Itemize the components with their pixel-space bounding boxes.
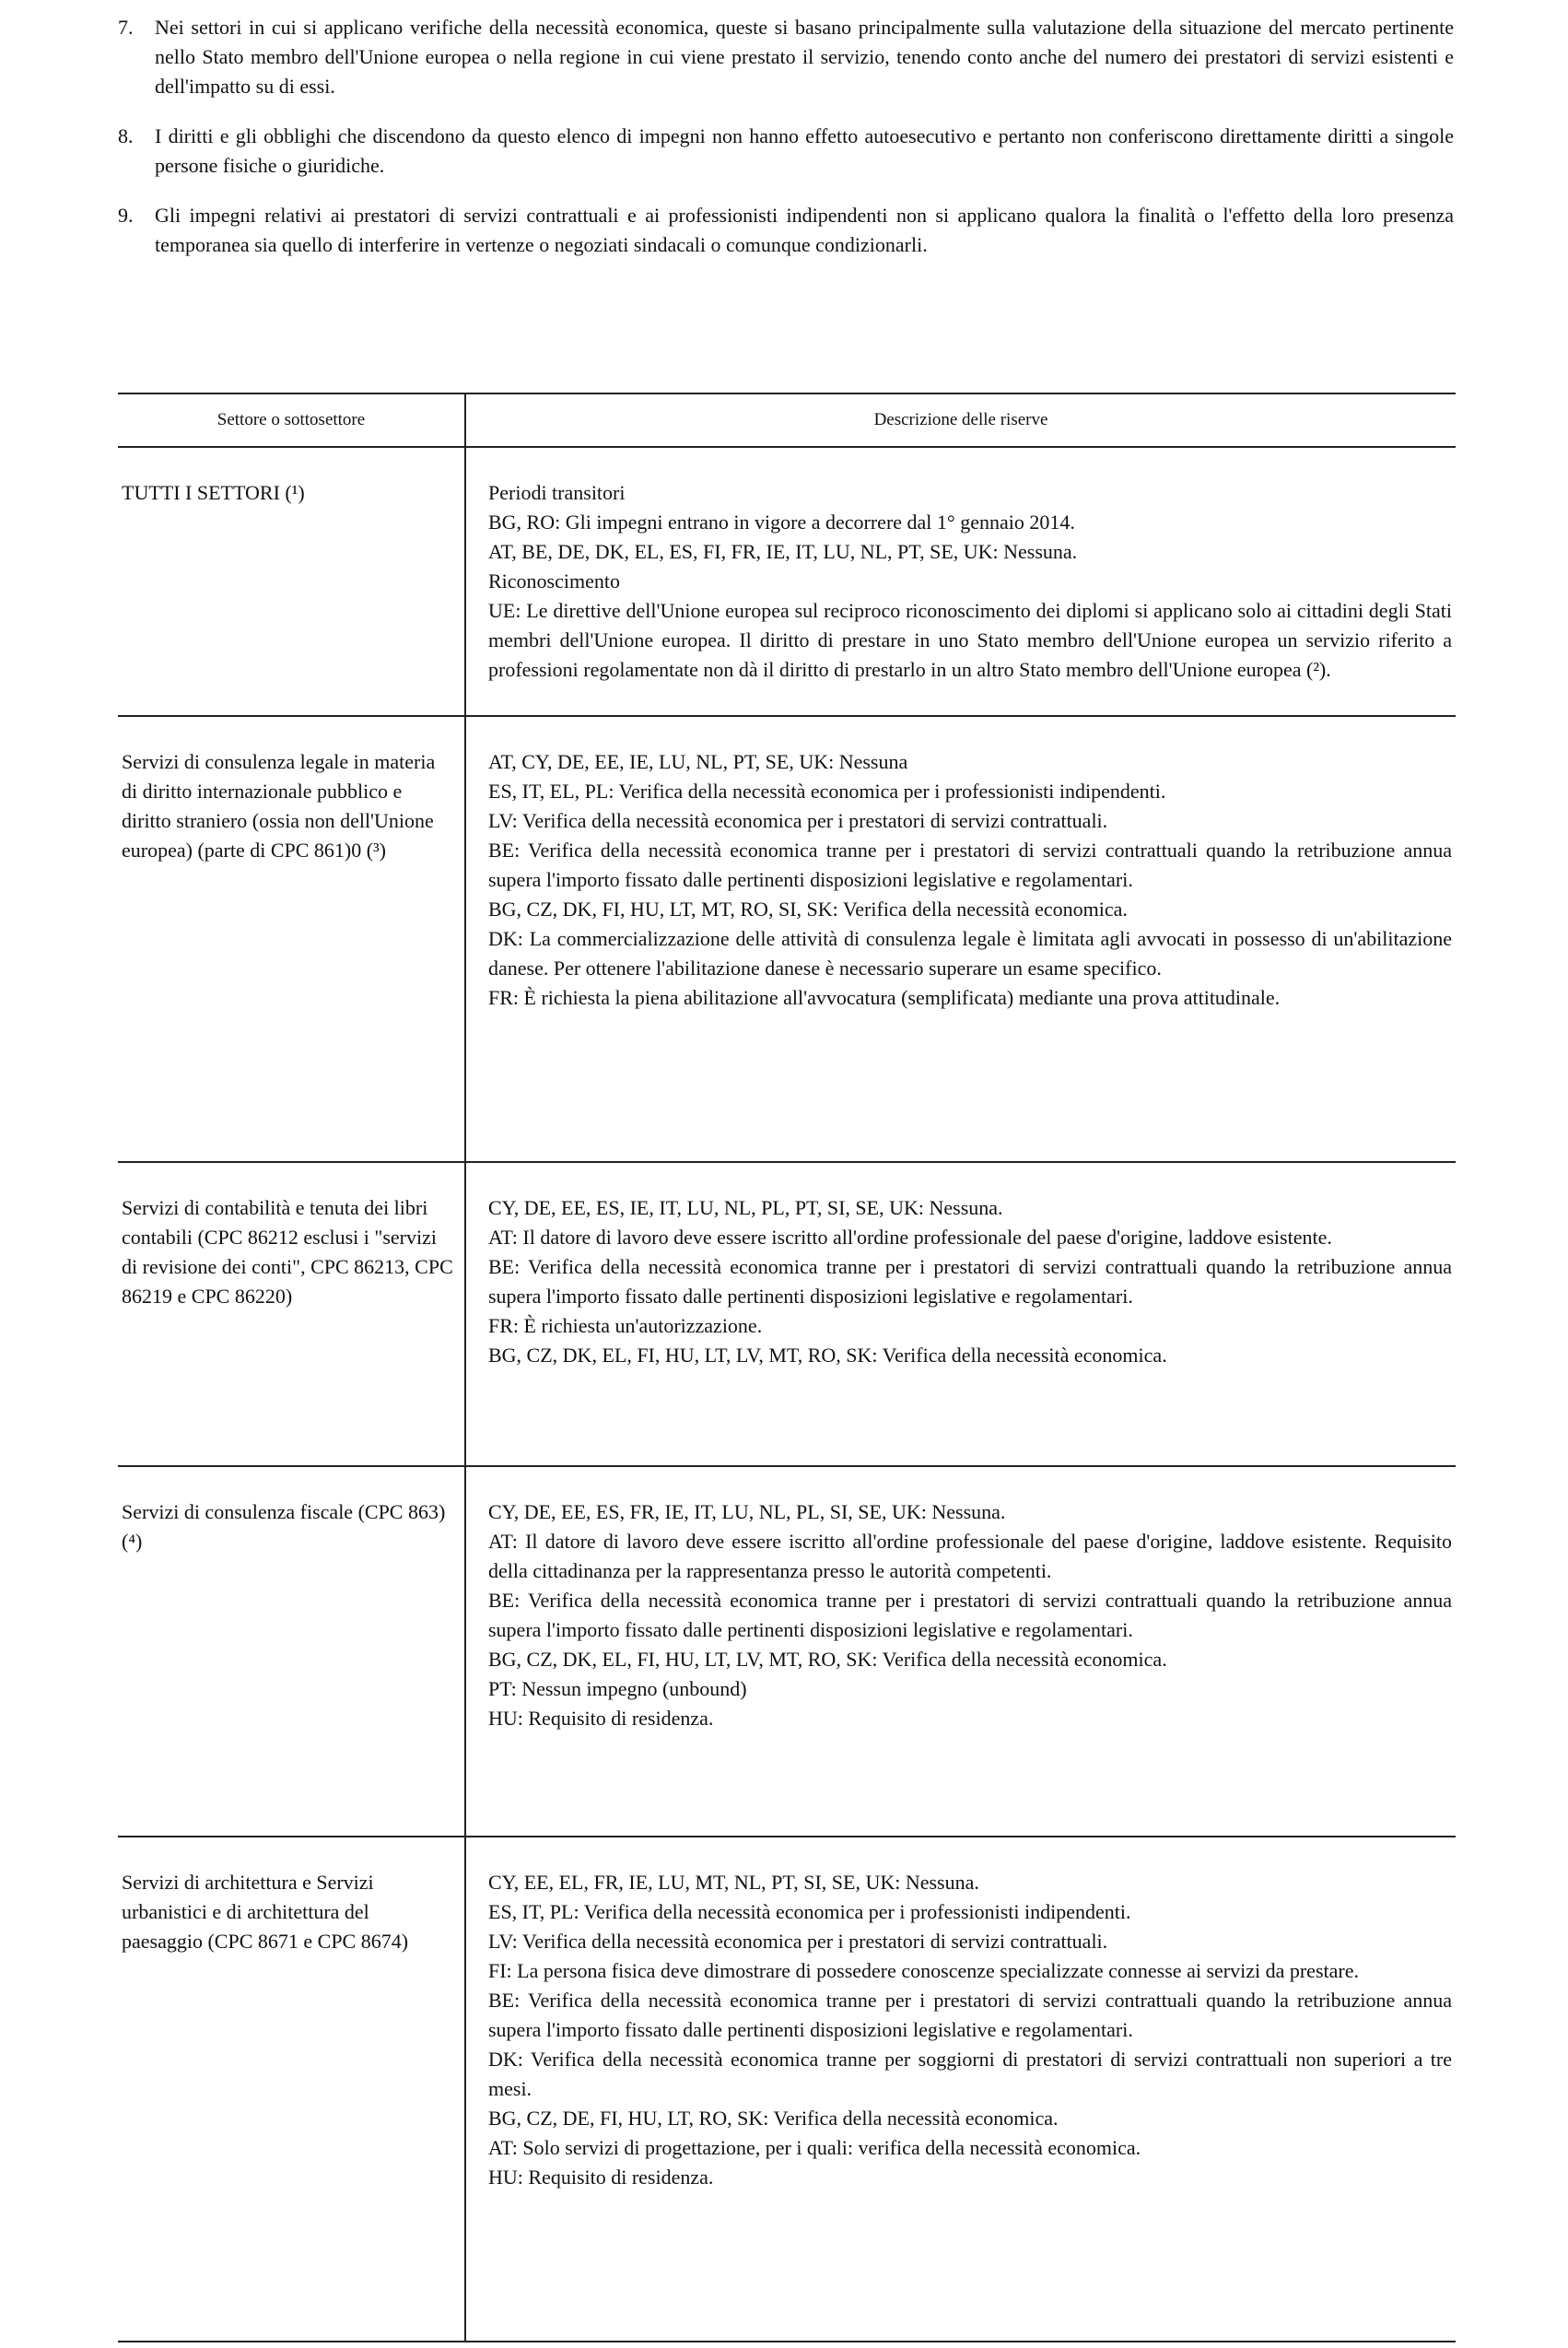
reservations-table [118,393,1456,2342]
description-cell [465,1837,1456,2342]
sector-cell: TUTTI I SETTORI (¹) [118,447,465,716]
description-line: CY, DE, EE, ES, IE, IT, LU, NL, PL, PT, SI, SE, UK: Nessuna. [488,1196,1003,1219]
sector-cell: Servizi di contabilità e tenuta dei libri contabili (CPC 86212 esclusi i "servizi di revisione dei conti", CPC 86213, CPC 86219 e CPC 86220) [118,1162,465,1466]
description-line: AT: Il datore di lavoro deve essere iscritto all'ordine professionale del paese d'origine, laddove esistente. Requisito della cittadinanza per la rappresentanza presso le autorità competenti. [488,1530,1452,1582]
description-line: HU: Requisito di residenza. [488,1707,714,1730]
note-text: I diritti e gli obblighi che discendono da questo elenco di impegni non hanno effetto autoesecutivo e pertanto non conferiscono direttamente diritti a singole persone fisiche o giuridiche. [155,124,1454,177]
description-line: ES, IT, PL: Verifica della necessità economica per i professionisti indipendenti. [488,1900,1131,1923]
description-line: DK: La commercializzazione delle attività di consulenza legale è limitata agli avvocati in possesso di un'abilitazione danese. Per ottenere l'abilitazione danese è necessario superare un esame specifico. [488,927,1452,980]
description-line: CY, EE, EL, FR, IE, LU, MT, NL, PT, SI, SE, UK: Nessuna. [488,1871,979,1894]
description-cell [465,447,1456,716]
description-line: LV: Verifica della necessità economica per i prestatori di servizi contrattuali. [488,1930,1108,1953]
description-line: BG, RO: Gli impegni entrano in vigore a decorrere dal 1° gennaio 2014. [488,511,1075,534]
description-line: AT, BE, DE, DK, EL, ES, FI, FR, IE, IT, LU, NL, PT, SE, UK: Nessuna. [488,540,1078,563]
note-item [118,13,1454,101]
note-number: 8. [118,124,134,147]
sector-cell: Servizi di consulenza fiscale (CPC 863) (⁴) [118,1466,465,1837]
description-line: DK: Verifica della necessità economica tranne per soggiorni di prestatori di servizi contrattuali non superiori a tre mesi. [488,2048,1452,2100]
description-line: Periodi transitori [488,481,626,504]
description-cell [465,1162,1456,1466]
description-line: LV: Verifica della necessità economica per i prestatori di servizi contrattuali. [488,809,1108,832]
sector-cell: Servizi di architettura e Servizi urbanistici e di architettura del paesaggio (CPC 8671 e CPC 8674) [118,1837,465,2342]
description-line: BE: Verifica della necessità economica tranne per i prestatori di servizi contrattuali quando la retribuzione annua supera l'importo fissato dalle pertinenti disposizioni legislative e regolamentari. [488,1255,1452,1308]
table-header-row [118,393,1456,447]
description-line: FI: La persona fisica deve dimostrare di possedere conoscenze specializzate connesse ai servizi da prestare. [488,1959,1359,1982]
description-line: BG, CZ, DK, EL, FI, HU, LT, LV, MT, RO, SK: Verifica della necessità economica. [488,1648,1167,1671]
header-sector: Settore o sottosettore [118,393,465,447]
table-row [118,716,1456,1162]
description-line: CY, DE, EE, ES, FR, IE, IT, LU, NL, PL, SI, SE, UK: Nessuna. [488,1500,1006,1523]
note-number: 7. [118,16,134,39]
description-line: HU: Requisito di residenza. [488,2166,714,2189]
table-row [118,447,1456,716]
description-line: AT: Il datore di lavoro deve essere iscritto all'ordine professionale del paese d'origine, laddove esistente. [488,1226,1332,1249]
note-item [118,201,1454,260]
description-line: BE: Verifica della necessità economica tranne per i prestatori di servizi contrattuali quando la retribuzione annua supera l'importo fissato dalle pertinenti disposizioni legislative e regolamentari. [488,1989,1452,2041]
description-line: UE: Le direttive dell'Unione europea sul reciproco riconoscimento dei diplomi si applicano solo ai cittadini degli Stati membri dell'Unione europea. Il diritto di prestare in uno Stato membro dell'Unione europea un servizio riferito a professioni regolamentate non dà il diritto di prestarlo in un altro Stato membro dell'Unione europea (²). [488,599,1452,681]
table-row [118,1466,1456,1837]
note-text: Nei settori in cui si applicano verifiche della necessità economica, queste si basano principalmente sulla valutazione della situazione del mercato pertinente nello Stato membro dell'Unione europea o nella regione in cui viene prestato il servizio, tenendo conto anche del numero dei prestatori di servizi esistenti e dell'impatto su di essi. [155,16,1454,98]
description-line: BG, CZ, DK, FI, HU, LT, MT, RO, SI, SK: Verifica della necessità economica. [488,898,1128,921]
note-text: Gli impegni relativi ai prestatori di servizi contrattuali e ai professionisti indipendenti non si applicano qualora la finalità o l'effetto della loro presenza temporanea sia quello di interferire in vertenze o negoziati sindacali o comunque condizionarli. [155,204,1454,256]
description-line: FR: È richiesta un'autorizzazione. [488,1314,763,1337]
table-row [118,1837,1456,2342]
description-line: AT: Solo servizi di progettazione, per i quali: verifica della necessità economica. [488,2136,1141,2159]
description-cell [465,1466,1456,1837]
description-line: FR: È richiesta la piena abilitazione all'avvocatura (semplificata) mediante una prova attitudinale. [488,986,1281,1009]
description-line: BG, CZ, DE, FI, HU, LT, RO, SK: Verifica della necessità economica. [488,2107,1059,2130]
description-line: AT, CY, DE, EE, IE, LU, NL, PT, SE, UK: Nessuna [488,750,908,773]
description-line: ES, IT, EL, PL: Verifica della necessità economica per i professionisti indipendenti. [488,780,1166,803]
sector-cell: Servizi di consulenza legale in materia di diritto internazionale pubblico e diritto straniero (ossia non dell'Unione europea) (parte di CPC 861)0 (³) [118,716,465,1162]
description-line: BG, CZ, DK, EL, FI, HU, LT, LV, MT, RO, SK: Verifica della necessità economica. [488,1344,1167,1367]
numbered-notes [118,13,1454,280]
description-line: BE: Verifica della necessità economica tranne per i prestatori di servizi contrattuali quando la retribuzione annua supera l'importo fissato dalle pertinenti disposizioni legislative e regolamentari. [488,1589,1452,1641]
description-line: PT: Nessun impegno (unbound) [488,1677,747,1700]
note-number: 9. [118,204,134,227]
description-cell [465,716,1456,1162]
table-row [118,1162,1456,1466]
header-description: Descrizione delle riserve [465,393,1456,447]
description-line: BE: Verifica della necessità economica tranne per i prestatori di servizi contrattuali quando la retribuzione annua supera l'importo fissato dalle pertinenti disposizioni legislative e regolamentari. [488,839,1452,891]
note-item [118,122,1454,181]
description-line: Riconoscimento [488,569,620,593]
